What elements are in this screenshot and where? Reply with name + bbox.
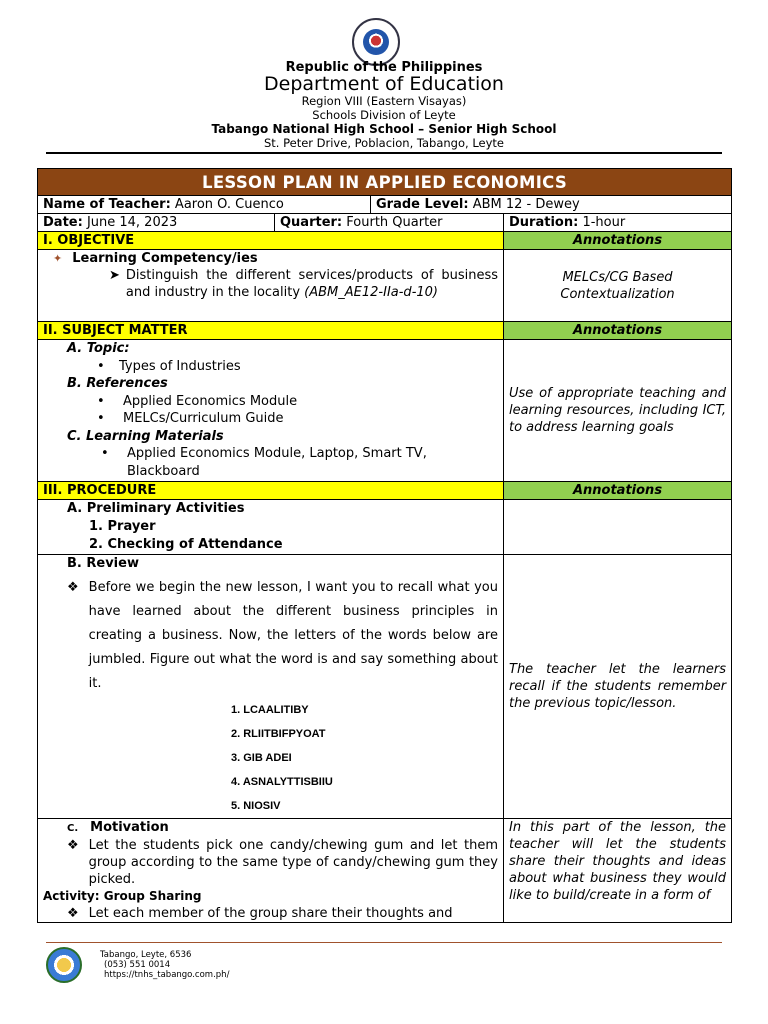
jumbled-word: 1. LCAALITIBY: [231, 704, 309, 716]
lesson-plan-title: LESSON PLAN IN APPLIED ECONOMICS: [38, 169, 732, 196]
review-content: [38, 555, 504, 819]
jumbled-word: 2. RLIITBIFPYOAT: [231, 728, 326, 740]
annotations-header-3: Annotations: [504, 482, 732, 500]
footer-address: Tabango, Leyte, 6536: [100, 950, 192, 960]
materials-label: C. Learning Materials: [67, 428, 224, 444]
activity-text: Let each member of the group share their thoughts and: [88, 906, 453, 921]
diamond-bullet-icon: ❖: [67, 580, 79, 595]
diamond-bullet-icon: ✦: [53, 252, 63, 265]
footer-contact: [100, 950, 229, 980]
references-label: B. References: [67, 376, 168, 391]
objective-annotation: MELCs/CG Based Contextualization: [504, 250, 732, 322]
school-logo: [46, 947, 82, 983]
preliminary-item: 2. Checking of Attendance: [89, 537, 283, 552]
objective-content: [38, 250, 504, 322]
teacher-label: Name of Teacher:: [43, 197, 171, 212]
quarter-value: Fourth Quarter: [346, 215, 443, 230]
motivation-marker: C.: [67, 823, 79, 834]
date-label: Date:: [43, 215, 83, 230]
motivation-text: Let the students pick one candy/chewing gum and let them group according to the same type of candy/chewing gum they picked.: [88, 838, 498, 887]
diamond-bullet-icon: ❖: [67, 906, 79, 921]
bullet-icon: •: [97, 358, 105, 374]
motivation-annotation: In this part of the lesson, the teacher will let the students share their thoughts and ideas about what business they would like to build/create in a form of: [504, 819, 732, 923]
jumbled-word: 5. NIOSIV: [231, 800, 281, 812]
lesson-plan-table: [37, 168, 732, 923]
bullet-icon: •: [97, 411, 105, 426]
review-text: Before we begin the new lesson, I want you to recall what you have learned about the different business principles in creating a business. Now, the letters of the words below are jumbled. Figure out what the word is and say something about it.: [88, 580, 498, 691]
date-value: June 14, 2023: [86, 215, 178, 230]
preliminary-label: A. Preliminary Activities: [67, 501, 245, 516]
teacher-name: Aaron O. Cuenco: [174, 197, 284, 212]
footer-url[interactable]: https://tnhs_tabango.com.ph/: [104, 970, 230, 980]
department-title: Department of Education: [264, 73, 504, 95]
objective-text: Distinguish the different services/products of business and industry in the locality (ABM_AE12-IIa-d-10): [125, 268, 498, 300]
topic-value: Types of Industries: [119, 358, 241, 374]
preliminary-content: [38, 500, 504, 555]
school-address: St. Peter Drive, Poblacion, Tabango, Leyte: [263, 136, 505, 150]
objective-code: (ABM_AE12-IIa-d-10): [304, 285, 438, 300]
bullet-icon: •: [101, 446, 109, 461]
annotations-header: Annotations: [504, 232, 732, 250]
deped-seal-logo: [352, 18, 400, 66]
duration-label: Duration:: [509, 215, 579, 230]
preliminary-item: 1. Prayer: [89, 519, 156, 534]
jumbled-word: 3. GIB ADEI: [231, 752, 292, 764]
jumbled-words-list: [43, 698, 498, 818]
bullet-icon: •: [97, 393, 105, 409]
diamond-bullet-icon: ❖: [67, 838, 79, 853]
quarter-label: Quarter:: [280, 215, 343, 230]
grade-label: Grade Level:: [376, 197, 469, 212]
jumbled-word: 4. ASNALYTTISBIIU: [231, 776, 333, 788]
motivation-content: [38, 819, 504, 923]
grade-level: ABM 12 - Dewey: [472, 197, 580, 212]
school-name: Tabango National High School – Senior High School: [211, 122, 557, 136]
arrow-bullet-icon: ➤: [109, 268, 120, 283]
subject-heading: II. SUBJECT MATTER: [38, 322, 504, 340]
review-label: B. Review: [67, 556, 139, 571]
subject-content: [38, 340, 504, 482]
footer-phone: (053) 551 0014: [104, 960, 171, 970]
reference-item: MELCs/Curriculum Guide: [123, 411, 284, 426]
materials-value: Applied Economics Module, Laptop, Smart TV, Blackboard: [127, 446, 427, 479]
reference-item: Applied Economics Module: [123, 393, 298, 409]
topic-label: A. Topic:: [67, 341, 130, 356]
activity-label: Activity: Group Sharing: [43, 889, 202, 903]
republic-line: Republic of the Philippines: [285, 60, 483, 75]
footer-divider: [46, 942, 722, 943]
division-line: Schools Division of Leyte: [312, 108, 456, 122]
procedure-heading: III. PROCEDURE: [38, 482, 504, 500]
objective-heading: I. OBJECTIVE: [38, 232, 504, 250]
header-divider: [46, 152, 722, 154]
motivation-label: Motivation: [90, 820, 169, 835]
competency-label: Learning Competency/ies: [72, 251, 258, 266]
review-annotation: The teacher let the learners recall if the students remember the previous topic/lesson.: [504, 555, 732, 819]
teacher-row: [38, 196, 732, 214]
annotations-header-2: Annotations: [504, 322, 732, 340]
region-line: Region VIII (Eastern Visayas): [301, 94, 467, 108]
subject-annotation: Use of appropriate teaching and learning resources, including ICT, to address learning goals: [504, 340, 732, 482]
date-row: [38, 214, 732, 232]
duration-value: 1-hour: [582, 215, 626, 230]
preliminary-annotation: [504, 500, 732, 555]
